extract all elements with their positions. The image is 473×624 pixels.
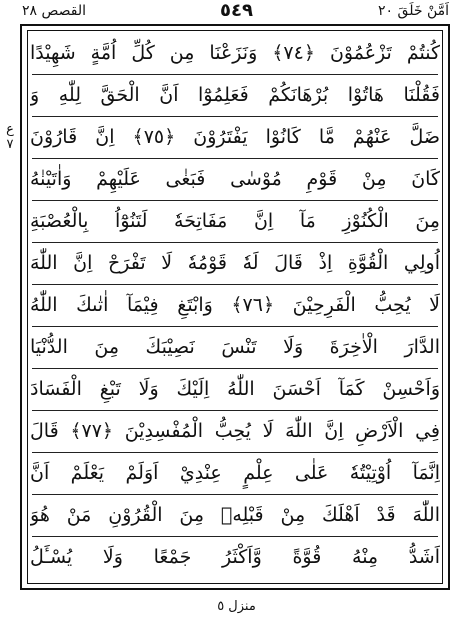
verse-line-6: اُولِي الْقُوَّةِ اِذْ قَالَ لَهٗ قَوْمُهٗ لَا تَفْرَحْ اِنَّ اللّٰهَ — [30, 252, 440, 274]
verse-line-3: ضَلَّ عَنْهُمْ مَّا كَانُوْا يَفْتَرُوْنَ ﴿٧٥﴾ اِنَّ قَارُوْنَ — [30, 126, 440, 148]
verse-line-10: فِي الْاَرْضِ اِنَّ اللّٰهَ لَا يُحِبُّ الْمُفْسِدِيْنَ ﴿٧٧﴾ قَالَ — [30, 420, 440, 442]
verse-line-12: اللّٰهَ قَدْ اَهْلَكَ مِنْ قَبْلِهٖ مِنَ الْقُرُوْنِ مَنْ هُوَ — [30, 504, 440, 526]
verse-lines — [30, 33, 440, 581]
verse-line-7: لَا يُحِبُّ الْفَرِحِيْنَ ﴿٧٦﴾ وَابْتَغِ فِيْمَآ اٰتٰىكَ اللّٰهُ — [30, 294, 440, 316]
ruku-margin-mark: ع ٧ — [6, 122, 14, 152]
surah-label: القصص ٢٨ — [22, 3, 87, 19]
verse-line-2: فَقُلْنَا هَاتُوْا بُرْهَانَكُمْ فَعَلِمُوْٓا اَنَّ الْحَقَّ لِلّٰهِ وَ — [30, 84, 440, 106]
juz-label: اَمَّنْ خَلَقَ ٢٠ — [378, 3, 449, 19]
manzil-footer: منزل ٥ — [217, 599, 256, 614]
page-number: ٥٤٩ — [220, 0, 253, 21]
verse-line-5: مِنَ الْكُنُوْزِ مَآ اِنَّ مَفَاتِحَهٗ لَتَنُوْٓاُ بِالْعُصْبَةِ — [30, 210, 440, 232]
verse-line-11: اِنَّمَآ اُوْتِيْتُهٗ عَلٰى عِلْمٍ عِنْدِيْ اَوَلَمْ يَعْلَمْ اَنَّ — [30, 462, 440, 484]
verse-line-13: اَشَدُّ مِنْهُ قُوَّةً وَّاَكْثَرُ جَمْعًا وَلَا يُسْـَٔلُ — [30, 546, 440, 568]
verse-line-8: الدَّارَ الْاٰخِرَةَ وَلَا تَنْسَ نَصِيْبَكَ مِنَ الدُّنْيَا — [30, 336, 440, 358]
verse-line-9: وَاَحْسِنْ كَمَآ اَحْسَنَ اللّٰهُ اِلَيْكَ وَلَا تَبْغِ الْفَسَادَ — [30, 378, 440, 400]
verse-line-1: كُنتُمْ تَزْعُمُوْنَ ﴿٧٤﴾ وَنَزَعْنَا مِن كُلِّ اُمَّةٍ شَهِيْدًا — [30, 42, 440, 64]
verse-line-4: كَانَ مِنْ قَوْمِ مُوْسٰى فَبَغٰى عَلَيْهِمْ وَاٰتَيْنٰهُ — [30, 168, 440, 190]
